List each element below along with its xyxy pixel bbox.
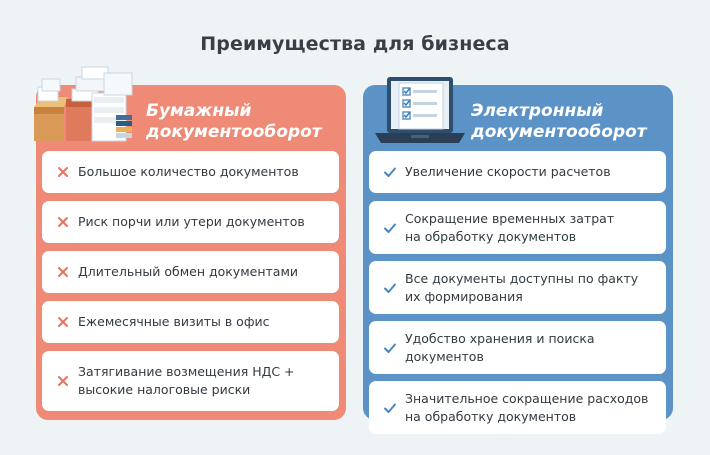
- check-icon: [383, 401, 397, 415]
- list-item-text: Увеличение скорости расчетов: [405, 164, 611, 179]
- list-item: [42, 301, 339, 343]
- list-item-text: Затягивание возмещения НДС + высокие налоговые риски: [78, 364, 295, 397]
- list-item: [42, 351, 339, 411]
- paper-panel-title: Бумажный документооборот: [146, 101, 322, 142]
- list-item-text: Все документы доступны по факту их формирования: [405, 270, 639, 304]
- list-item: [369, 321, 666, 374]
- edo-panel: [363, 85, 673, 424]
- check-icon: [383, 221, 397, 235]
- list-item: [369, 151, 666, 193]
- paper-stack-icon: [32, 63, 138, 145]
- list-item-text: Ежемесячные визиты в офис: [78, 314, 270, 329]
- cross-icon: [56, 215, 70, 229]
- cross-icon: [56, 165, 70, 179]
- list-item: [42, 151, 339, 193]
- paper-panel: [36, 85, 346, 420]
- list-item: [369, 261, 666, 314]
- list-item: [42, 251, 339, 293]
- cross-icon: [56, 374, 70, 388]
- edo-panel-title: Электронный документооборот: [471, 101, 647, 142]
- list-item-text: Большое количество документов: [78, 164, 299, 179]
- check-icon: [383, 341, 397, 355]
- list-item: [369, 201, 666, 254]
- list-item-text: Длительный обмен документами: [78, 264, 298, 279]
- list-item-text: Риск порчи или утери документов: [78, 214, 305, 229]
- list-item: [42, 201, 339, 243]
- cross-icon: [56, 315, 70, 329]
- list-item-text: Сокращение временных затрат на обработку документов: [405, 210, 615, 244]
- list-item: [369, 381, 666, 434]
- cross-icon: [56, 265, 70, 279]
- page-title: Преимущества для бизнеса: [200, 33, 510, 55]
- check-icon: [383, 165, 397, 179]
- check-icon: [383, 281, 397, 295]
- laptop-checklist-icon: [371, 75, 469, 147]
- list-item-text: Значительное сокращение расходов на обработку документов: [405, 390, 649, 424]
- list-item-text: Удобство хранения и поиска документов: [405, 330, 595, 364]
